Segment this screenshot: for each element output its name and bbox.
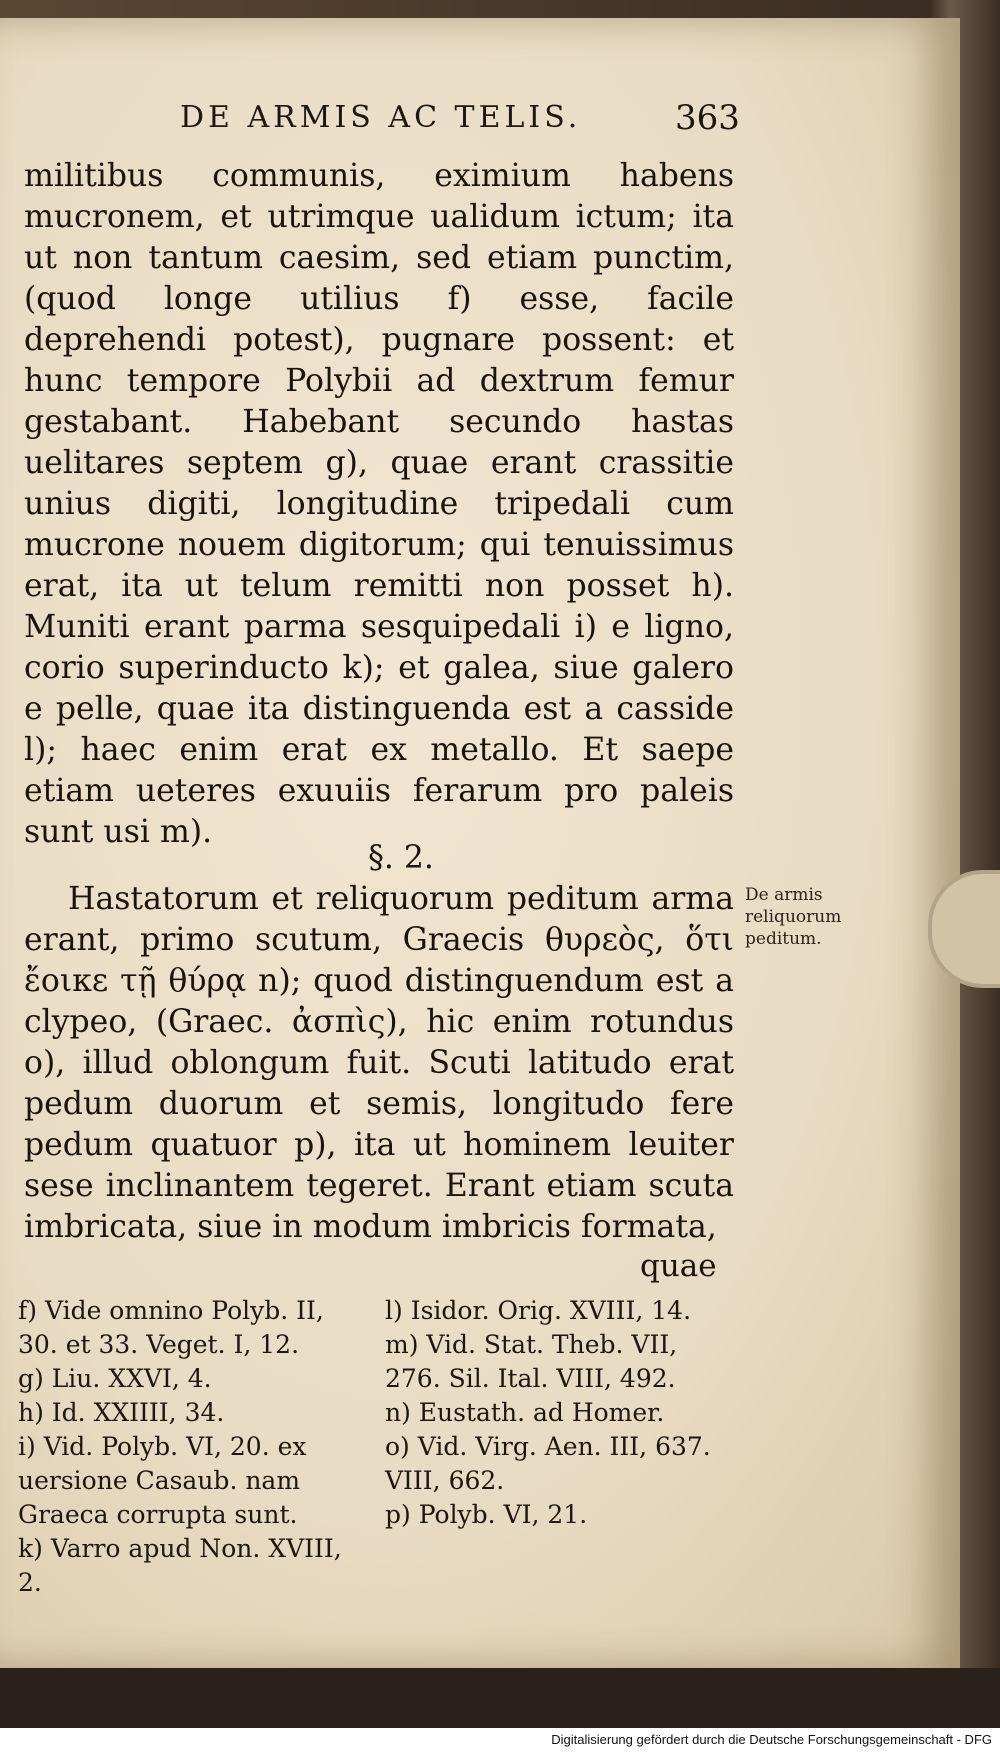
footnote: f) Vide omnino Polyb. II, 30. et 33. Veget. I, 12. [18,1296,324,1359]
footnote: l) Isidor. Orig. XVIII, 14. [385,1296,692,1325]
book-page [0,18,960,1668]
marginal-note: De armis reliquorum peditum. [745,885,842,949]
section-heading: §. 2. [368,840,434,876]
footnote: p) Polyb. VI, 21. [385,1500,588,1529]
footnote: n) Eustath. ad Homer. [385,1398,665,1427]
credit-text: Digitalisierung gefördert durch die Deutsche Forschungsgemeinschaft - DFG [551,1732,992,1747]
paragraph-text: Hastatorum et reliquorum peditum arma erant, primo scutum, Graecis θυρεὸς, ὅτι ἔοικε τῇ θύρᾳ n); quod distinguendum est a clypeo, (Graec. ἀσπὶς), hic enim rotundus o), illud oblongum fuit. Scuti latitudo erat pedum duorum et semis, longitudo fere pedum quatuor p), ita ut hominem leuiter sese inclinantem tegeret. Erant etiam scuta imbricata, siue in modum imbricis formata, [24,881,734,1245]
footnote: i) Vid. Polyb. VI, 20. ex uersione Casaub. nam Graeca corrupta sunt. [18,1432,307,1529]
footnote: k) Varro apud Non. XVIII, 2. [18,1534,342,1597]
catchword: quae [640,1248,717,1284]
paragraph-text: militibus communis, eximium habens mucronem, et utrimque ualidum ictum; ita ut non tantum caesim, sed etiam punctim, (quod longe utilius f) esse, facile deprehendi potest), pugnare possent: et hunc tempore Polybii ad dextrum femur gestabant. Habebant secundo hastas uelitares septem g), quae erant crassitie unius digiti, longitudine tripedali cum mucrone nouem digitorum; qui tenuissimus erat, ita ut telum remitti non posset h). Muniti erant parma sesquipedali i) e ligno, corio superinducto k); et galea, siue galero e pelle, quae ita distinguenda est a casside l); haec enim erat ex metallo. Et saepe etiam ueteres exuuiis ferarum pro paleis sunt usi m). [24,158,734,850]
footnote: g) Liu. XXVI, 4. [18,1364,212,1393]
footnote: o) Vid. Virg. Aen. III, 637. VIII, 662. [385,1432,711,1495]
running-head: DE ARMIS AC TELIS. [180,100,582,135]
digitization-credit [0,1728,1000,1752]
body-paragraph-1 [24,156,734,853]
footnote: m) Vid. Stat. Theb. VII, 276. Sil. Ital. VIII, 492. [385,1330,678,1393]
page-number: 363 [675,98,740,138]
book-cover-edge [0,1668,1000,1728]
footnote: h) Id. XXIIII, 34. [18,1398,225,1427]
footnotes-left [18,1294,363,1600]
section-2 [24,838,734,1248]
footnotes-right [385,1294,730,1532]
